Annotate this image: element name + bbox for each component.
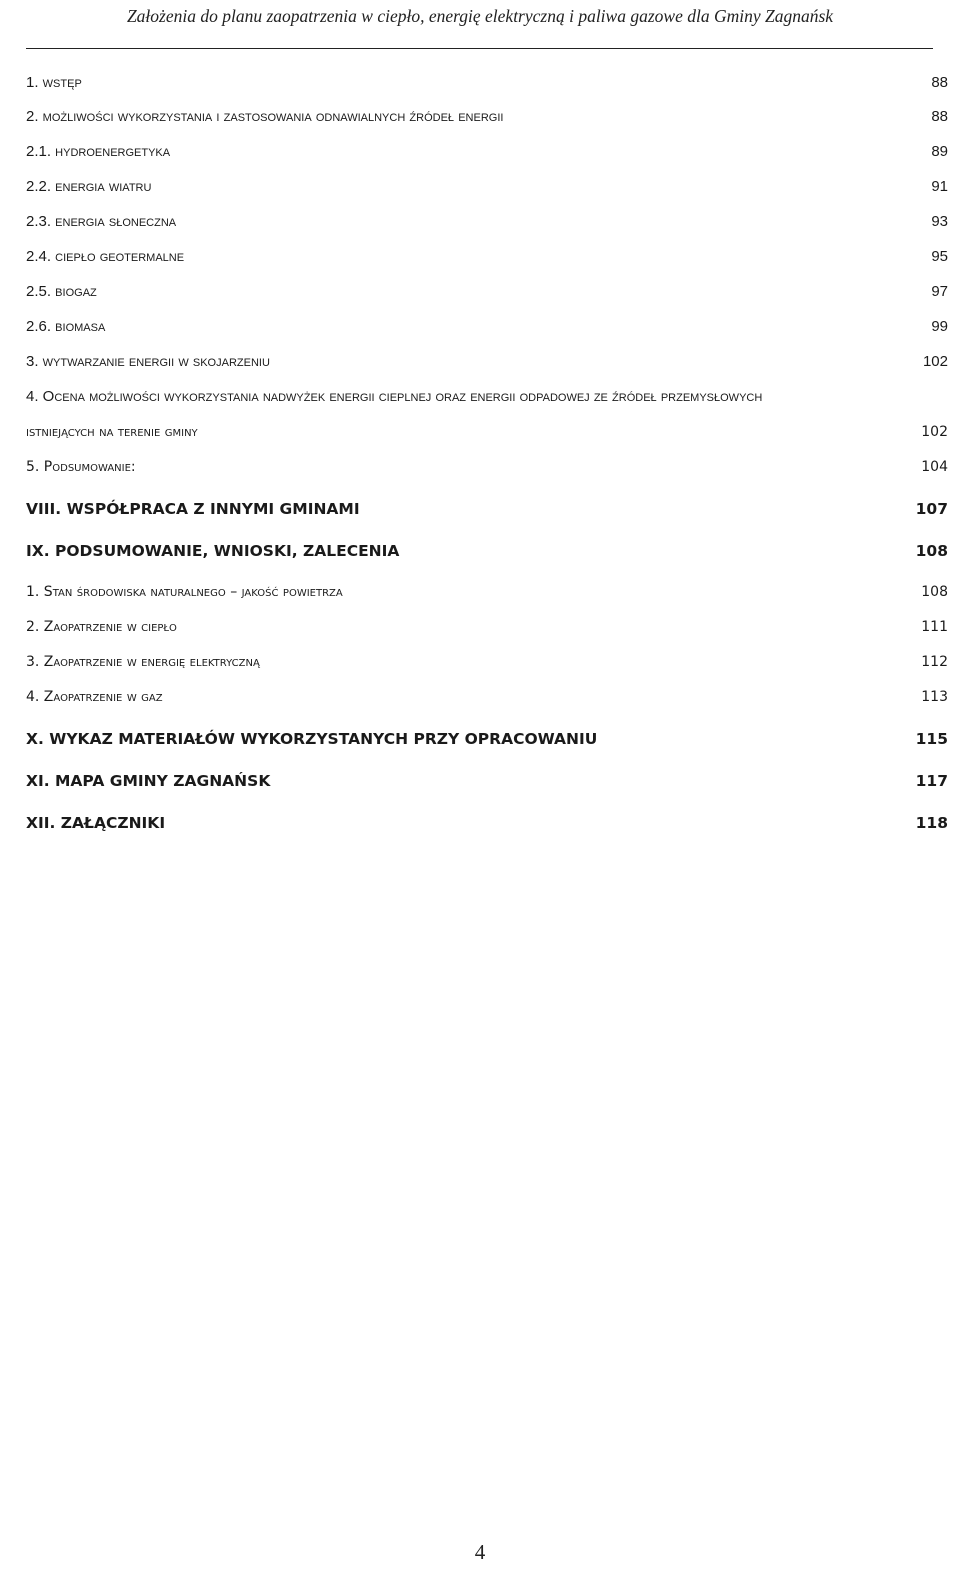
toc-entry-page: 91 [931,178,948,195]
toc-chapter-title: VIII. WSPÓŁPRACA Z INNYMI GMINAMI [26,500,360,518]
toc-entry[interactable] [26,686,958,708]
toc-entry-title: 2.4. ciepło geotermalne [26,248,185,265]
toc-chapter[interactable] [26,498,958,520]
toc-chapter-title: XII. ZAŁĄCZNIKI [26,814,166,832]
toc-entry-title: 2.6. biomasa [26,318,106,335]
toc-entry[interactable] [26,421,958,443]
toc-entry-page: 88 [931,74,948,91]
toc-entry-page: 112 [921,654,948,670]
toc-entry[interactable] [26,351,958,373]
page-number: 4 [474,1540,486,1564]
toc-entry-title: 5. Podsumowanie: [26,459,136,475]
toc-chapter-page: 117 [915,772,948,790]
toc-chapter[interactable] [26,812,958,834]
toc-entry-page: 89 [931,143,948,160]
toc-chapter-page: 118 [915,814,948,832]
toc-entry[interactable] [26,616,958,638]
toc-entry-page: 104 [921,459,948,475]
toc-chapter-title: X. WYKAZ MATERIAŁÓW WYKORZYSTANYCH PRZY OPRACOWANIU [26,730,598,748]
toc-chapter[interactable] [26,540,958,562]
toc-entry-title: 3. wytwarzanie energii w skojarzeniu [26,353,270,370]
header-rule [26,48,933,49]
toc-entry[interactable] [26,72,958,94]
toc-chapter-title: XI. MAPA GMINY ZAGNAŃSK [26,772,271,790]
toc-entry-page: 111 [921,619,948,635]
toc-entry[interactable] [26,281,958,303]
toc-entry[interactable] [26,246,958,268]
toc-entry-page: 99 [931,318,948,335]
toc-entry-page: 95 [931,248,948,265]
toc-chapter[interactable] [26,728,958,750]
toc-entry-page: 113 [921,689,948,705]
toc-chapter-page: 108 [915,542,948,560]
toc-entry-page: 97 [931,283,948,300]
toc-entry-title: 2.2. energia wiatru [26,178,152,195]
toc-entry-title: 1. wstęp [26,74,82,91]
toc-entry-title: 2.3. energia słoneczna [26,213,177,230]
toc-chapter-title: IX. PODSUMOWANIE, WNIOSKI, ZALECENIA [26,542,400,560]
toc-entry-title: 2.5. biogaz [26,283,97,300]
toc-entry[interactable] [26,141,958,163]
toc-entry-page: 93 [931,213,948,230]
toc-entry[interactable] [26,651,958,673]
toc-chapter-page: 115 [915,730,948,748]
toc-entry[interactable] [26,211,958,233]
toc-entry-title: 4. Zaopatrzenie w gaz [26,689,163,705]
toc-entry-title: 2. Zaopatrzenie w ciepło [26,619,177,635]
toc-entry-title: 2. możliwości wykorzystania i zastosowania odnawialnych źródeł energii [26,108,504,125]
toc-entry-title: 2.1. hydroenergetyka [26,143,171,160]
toc-entry-title: 3. Zaopatrzenie w energię elektryczną [26,654,260,670]
toc-entry[interactable] [26,176,958,198]
toc-entry[interactable] [26,456,958,478]
toc-entry-page: 102 [922,353,948,370]
toc-entry-title-line2: istniejących na terenie gminy [26,424,198,440]
running-header: Założenia do planu zaopatrzenia w ciepło, energię elektryczną i paliwa gazowe dla Gminy Zagnańsk [126,6,834,26]
toc-chapter-page: 107 [915,500,948,518]
toc-entry-page: 108 [921,584,948,600]
toc-entry[interactable] [26,581,958,603]
toc-entry-title: 1. Stan środowiska naturalnego – jakość powietrza [26,584,343,600]
toc-entry[interactable] [26,106,958,128]
toc-entry-page: 102 [921,424,948,440]
toc-entry-title-line1[interactable]: 4. Ocena możliwości wykorzystania nadwyżek energii cieplnej oraz energii odpadowej ze źródeł przemysłowych [26,388,763,405]
toc-entry-page: 88 [931,108,948,125]
toc-chapter[interactable] [26,770,958,792]
toc-entry[interactable] [26,316,958,338]
